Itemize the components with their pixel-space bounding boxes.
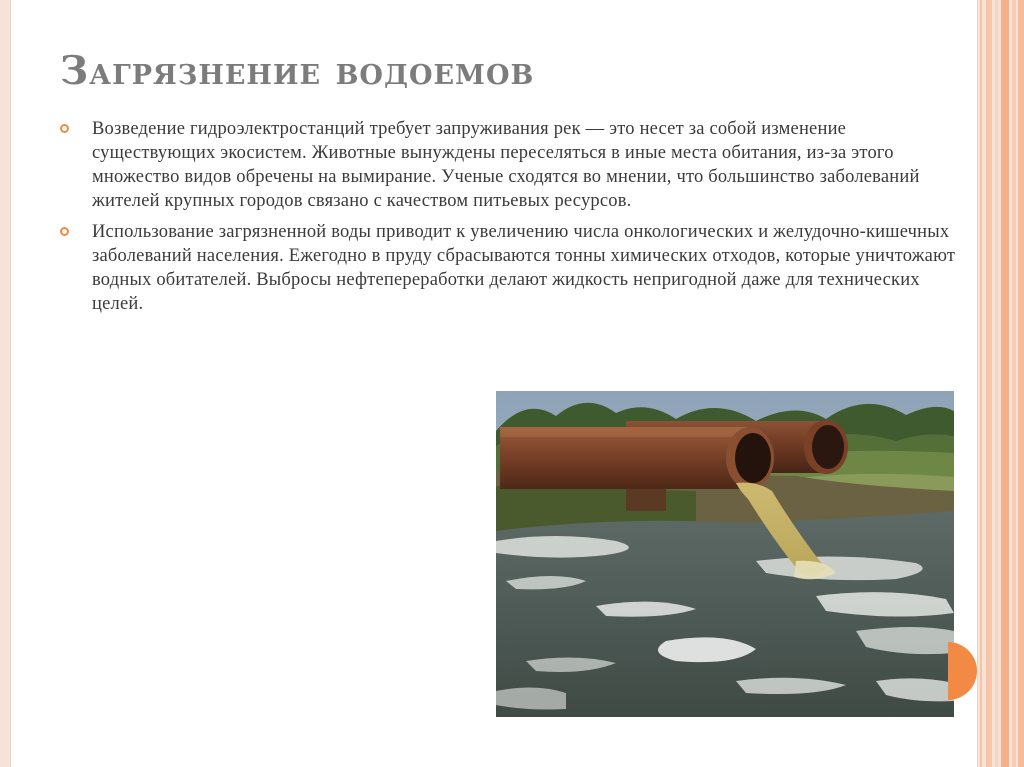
bullet-list [60,117,970,323]
bullet-text: Возведение гидроэлектростанций требует запруживания рек — это несет за собой изменение существующих экосистем. Животные вынуждены переселяться в иные места обитания, из-за этого множество видов обречены на вымирание. Ученые сходятся во мнении, что большинство заболеваний жителей крупных городов связано с качеством питьевых ресурсов. [92,119,920,211]
list-item [60,220,970,316]
slide-title: Загрязнение водоемов [60,48,535,94]
list-item [60,117,970,213]
bullet-text: Использование загрязненной воды приводит к увеличению числа онкологических и желудочно-кишечных заболеваний населения. Ежегодно в пруду сбрасываются тонны химических отходов, которые уничтожают водных обитателей. Выбросы нефтепереработки делают жидкость непригодной даже для технических целей. [92,222,956,314]
bullet-circle-icon [60,124,69,133]
decorative-stripes [980,0,1024,767]
polluted-water-pipes-photo [496,391,954,717]
bullet-circle-icon [60,227,69,236]
